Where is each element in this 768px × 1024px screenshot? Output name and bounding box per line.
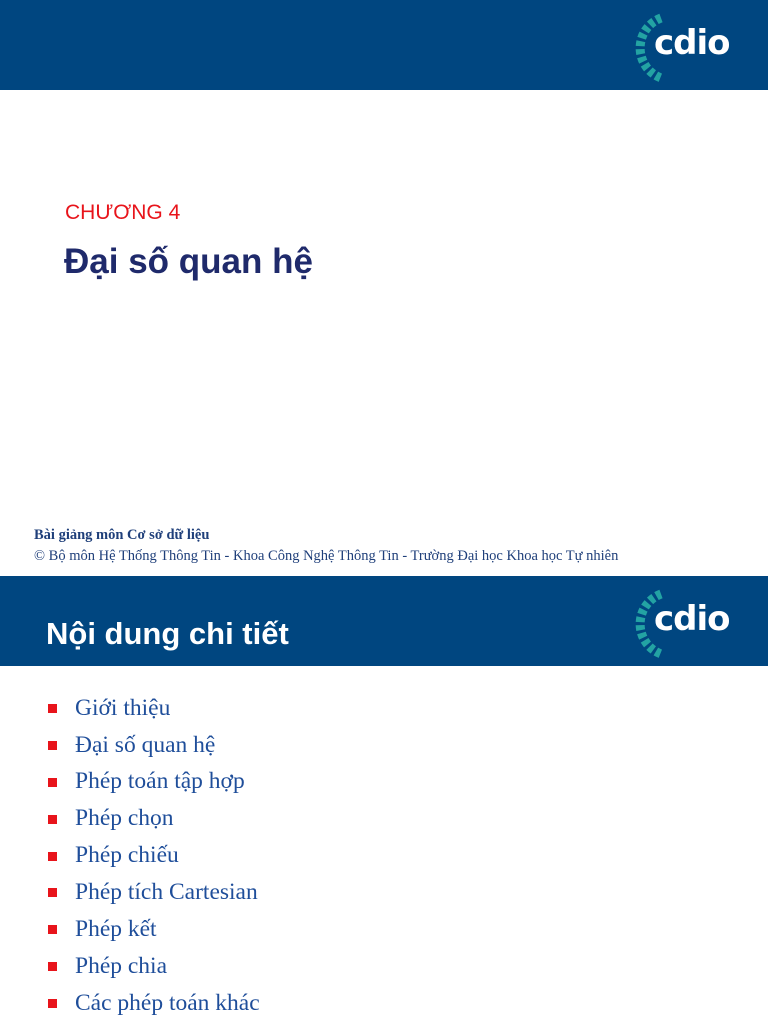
cdio-logo (626, 12, 736, 84)
square-bullet-icon (48, 962, 57, 971)
square-bullet-icon (48, 815, 57, 824)
square-bullet-icon (48, 999, 57, 1008)
contents-list (48, 690, 260, 1022)
list-item (48, 985, 260, 1022)
header-bar (0, 0, 768, 90)
list-item-text: Phép chia (75, 952, 168, 979)
list-item-text: Phép chiếu (75, 842, 179, 869)
list-item (48, 874, 260, 911)
chapter-title: Đại số quan hệ (64, 242, 313, 281)
slide-title: Nội dung chi tiết (46, 616, 289, 651)
logo-text: cdio (654, 599, 730, 639)
list-item (48, 801, 260, 838)
list-item (48, 690, 260, 727)
square-bullet-icon (48, 778, 57, 787)
square-bullet-icon (48, 888, 57, 897)
list-item-text: Phép toán tập hợp (75, 768, 245, 795)
list-item-text: Phép tích Cartesian (75, 879, 258, 906)
list-item-text: Đại số quan hệ (75, 731, 216, 758)
list-item (48, 948, 260, 985)
list-item (48, 727, 260, 764)
square-bullet-icon (48, 704, 57, 713)
list-item-text: Các phép toán khác (75, 989, 260, 1016)
list-item-text: Phép chọn (75, 805, 174, 832)
square-bullet-icon (48, 852, 57, 861)
cdio-logo (626, 588, 736, 660)
list-item (48, 764, 260, 801)
chapter-label: CHƯƠNG 4 (65, 201, 181, 224)
footer-course: Bài giảng môn Cơ sở dữ liệu (34, 527, 210, 543)
square-bullet-icon (48, 925, 57, 934)
header-bar (0, 576, 768, 666)
list-item-text: Giới thiệu (75, 694, 171, 721)
square-bullet-icon (48, 741, 57, 750)
list-item (48, 838, 260, 875)
list-item-text: Phép kết (75, 916, 157, 943)
footer-copyright: © Bộ môn Hệ Thống Thông Tin - Khoa Công Nghệ Thông Tin - Trường Đại học Khoa học Tự nhiên (34, 548, 619, 564)
logo-text: cdio (654, 23, 730, 63)
slide-2 (0, 576, 768, 1024)
list-item (48, 911, 260, 948)
